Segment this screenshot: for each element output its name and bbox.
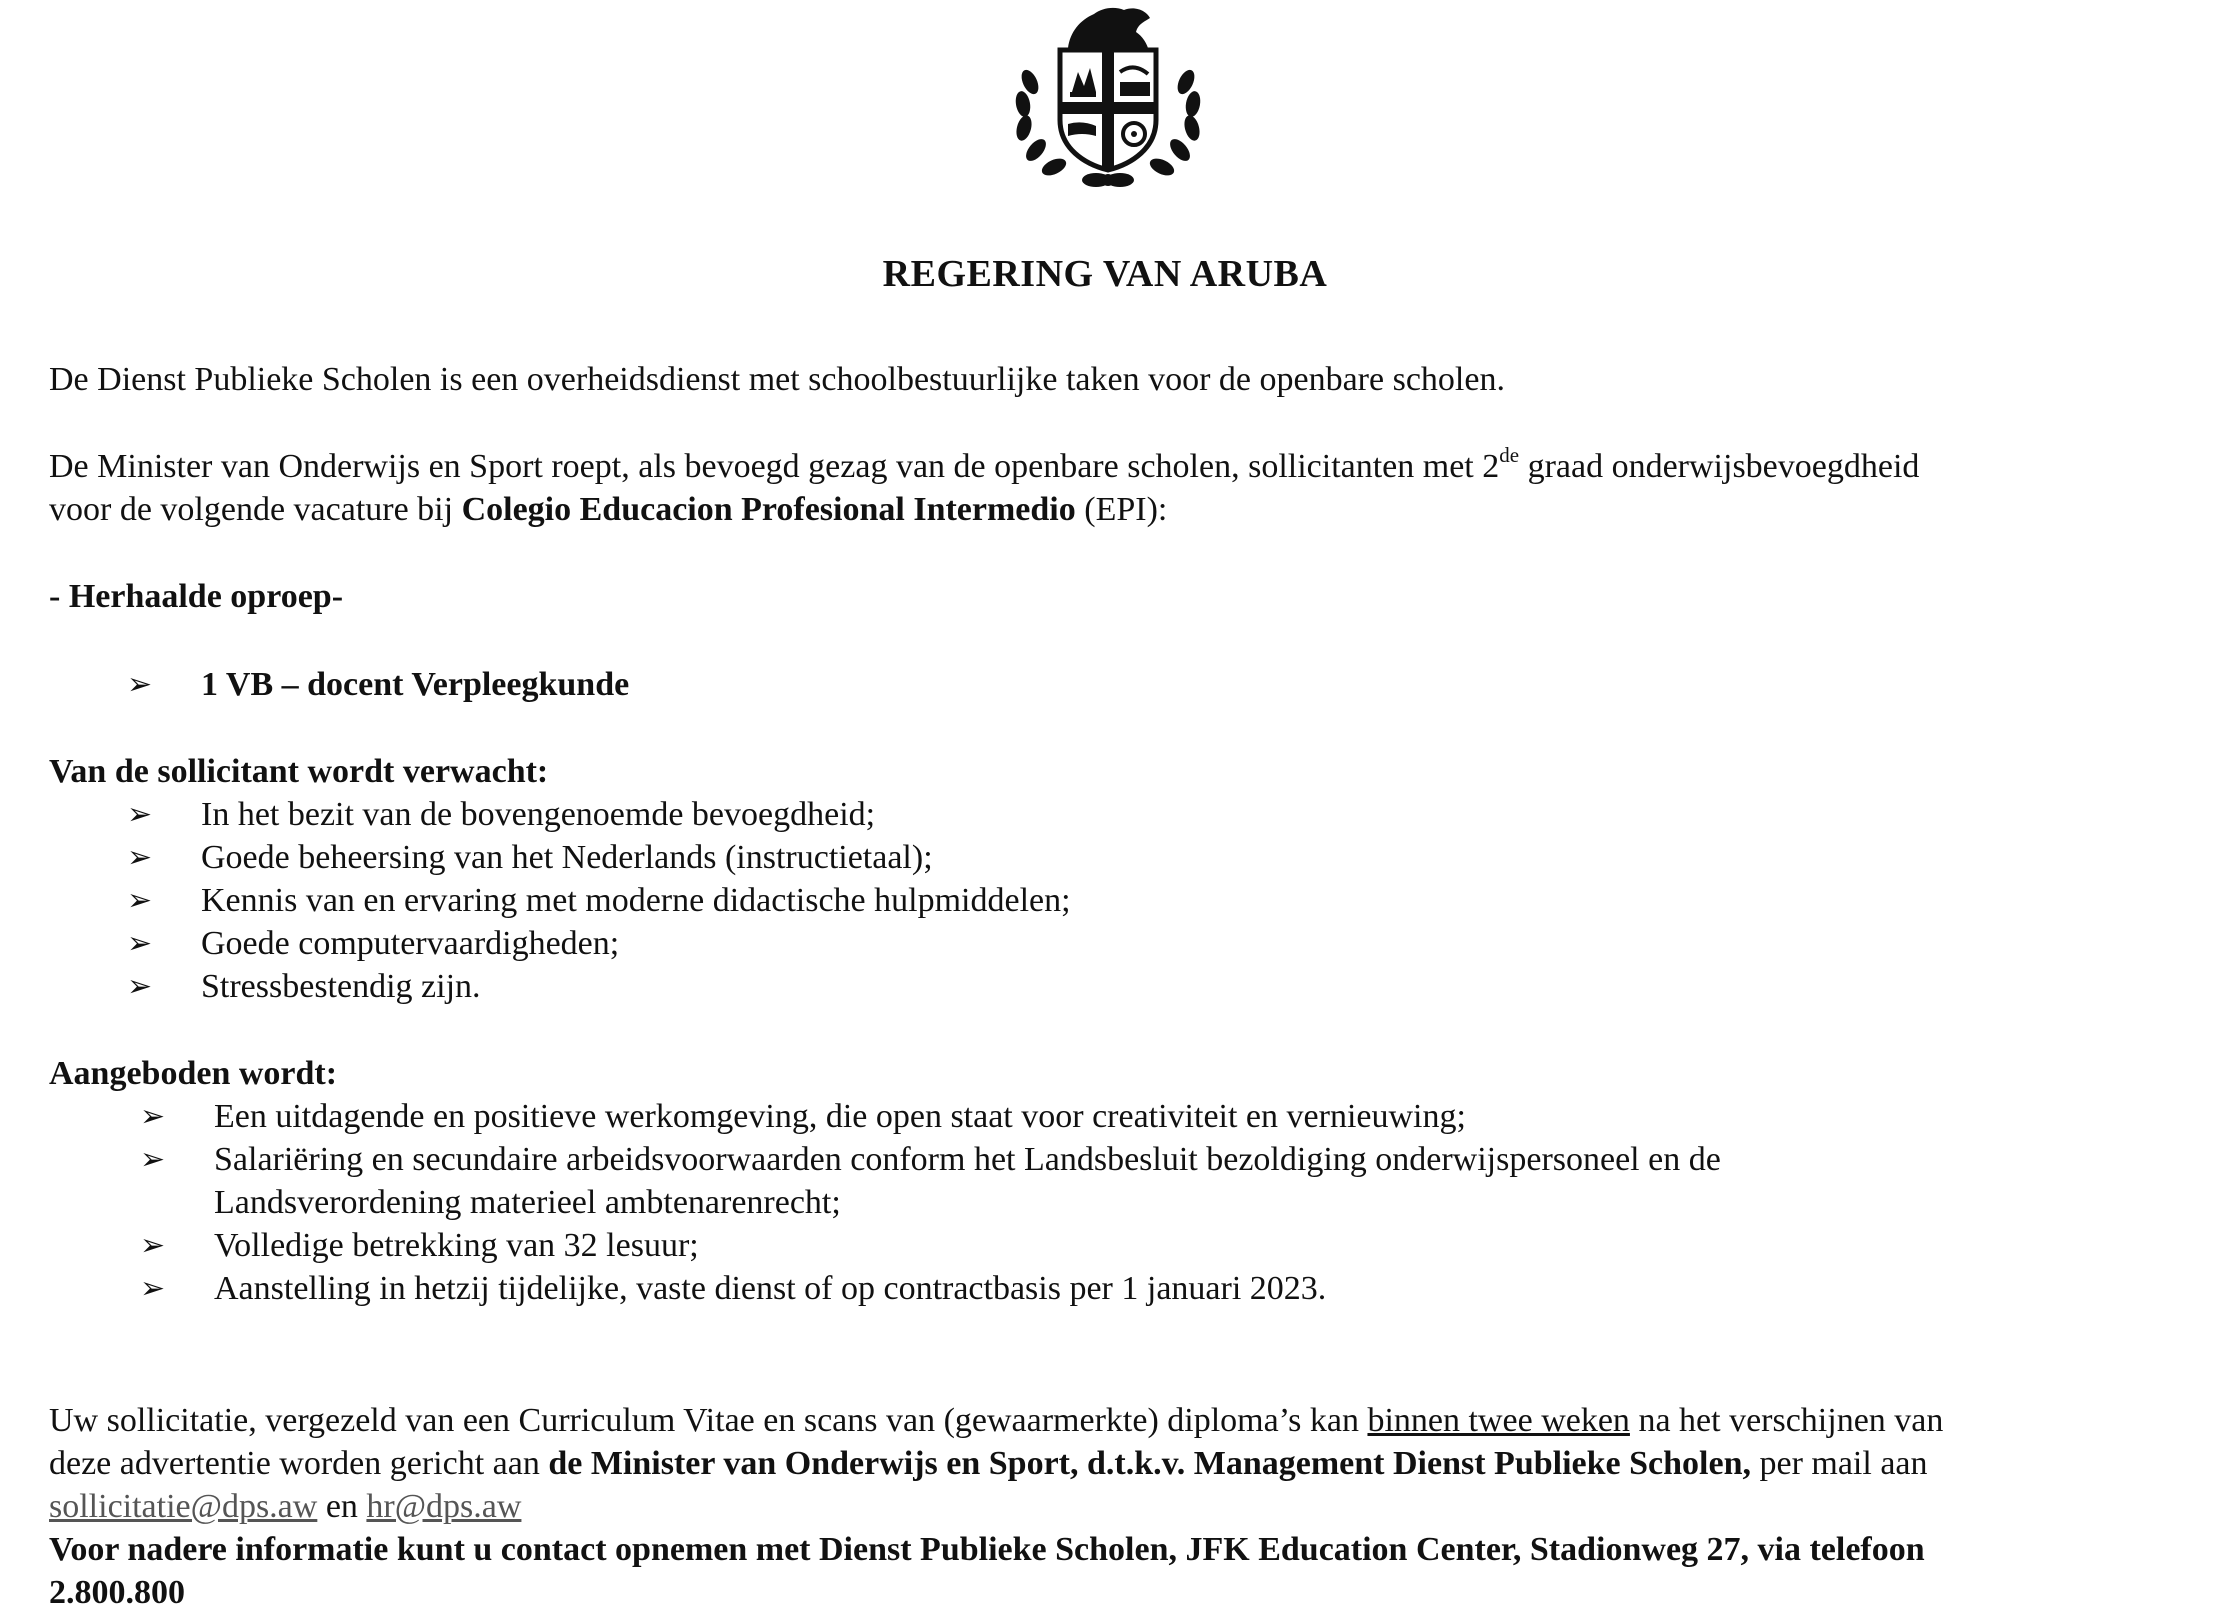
repeat-call-label: - Herhaalde oproep-	[49, 578, 344, 615]
application-text-b: na het verschijnen van	[1629, 1402, 1944, 1439]
recipient-name: de Minister van Onderwijs en Sport, d.t.k.v. Management Dienst Publieke Scholen,	[548, 1445, 1751, 1482]
page-title: REGERING VAN ARUBA	[882, 253, 1328, 295]
intro-call-text-c: voor de volgende vacature bij	[49, 491, 462, 528]
arrow-bullet-icon: ➢	[140, 1271, 166, 1306]
offered-item: Aanstelling in hetzij tijdelijke, vaste dienst of op contractbasis per 1 januari 2023.	[214, 1270, 1327, 1307]
contact-phone: 2.800.800	[49, 1574, 185, 1611]
application-text-a: Uw sollicitatie, vergezeld van een Curriculum Vitae en scans van (gewaarmerkte) diploma’s kan	[49, 1402, 1368, 1439]
offered-item: Salariëring en secundaire arbeidsvoorwaarden conform het Landsbesluit bezoldiging onderwijspersoneel en de	[214, 1141, 1721, 1178]
application-line-2	[49, 1442, 1928, 1485]
expected-item: Kennis van en ervaring met moderne didactische hulpmiddelen;	[201, 882, 1071, 919]
expected-item: Stressbestendig zijn.	[201, 968, 481, 1005]
arrow-bullet-icon: ➢	[127, 797, 153, 832]
email-line	[49, 1485, 521, 1528]
arrow-bullet-icon: ➢	[127, 926, 153, 961]
expected-item: In het bezit van de bovengenoemde bevoegdheid;	[201, 796, 876, 833]
arrow-bullet-icon: ➢	[140, 1228, 166, 1263]
offered-item: Volledige betrekking van 32 lesuur;	[214, 1227, 699, 1264]
school-name: Colegio Educacion Profesional Intermedio	[461, 491, 1076, 528]
intro-call-text-b: graad onderwijsbevoegdheid	[1519, 448, 1920, 485]
application-text-d: per mail aan	[1750, 1445, 1928, 1482]
intro-call-text-a: De Minister van Onderwijs en Sport roept, als bevoegd gezag van de openbare scholen, sollicitanten met 2	[49, 448, 1500, 485]
intro-call-text-d: (EPI):	[1075, 491, 1168, 528]
expected-item: Goede beheersing van het Nederlands (instructietaal);	[201, 839, 933, 876]
expected-item: Goede computervaardigheden;	[201, 925, 620, 962]
offered-item-continuation: Landsverordening materieel ambtenarenrecht;	[214, 1184, 841, 1221]
intro-paragraph: De Dienst Publieke Scholen is een overheidsdienst met schoolbestuurlijke taken voor de openbare scholen.	[49, 361, 1505, 398]
application-line-1	[49, 1399, 1943, 1442]
email-join-text: en	[317, 1488, 358, 1525]
offered-item: Een uitdagende en positieve werkomgeving, die open staat voor creativiteit en vernieuwing;	[214, 1098, 1466, 1135]
deadline-text: binnen twee weken	[1367, 1402, 1630, 1439]
arrow-bullet-icon: ➢	[140, 1099, 166, 1134]
email-link-hr[interactable]: hr@dps.aw	[366, 1488, 522, 1525]
ordinal-superscript: de	[1499, 443, 1520, 467]
contact-info-line-1: Voor nadere informatie kunt u contact opnemen met Dienst Publieke Scholen, JFK Education Center, Stadionweg 27, via telefoon	[49, 1531, 1925, 1568]
arrow-bullet-icon: ➢	[127, 840, 153, 875]
expected-heading: Van de sollicitant wordt verwacht:	[49, 753, 549, 790]
intro-call-line-2	[49, 488, 1167, 531]
arrow-bullet-icon: ➢	[140, 1142, 166, 1177]
application-text-c: deze advertentie worden gericht aan	[49, 1445, 549, 1482]
arrow-bullet-icon: ➢	[127, 667, 153, 702]
arrow-bullet-icon: ➢	[127, 883, 153, 918]
intro-call-line-1	[49, 445, 1919, 488]
email-link-sollicitatie[interactable]: sollicitatie@dps.aw	[49, 1488, 318, 1525]
arrow-bullet-icon: ➢	[127, 969, 153, 1004]
vacancy-title: 1 VB – docent Verpleegkunde	[201, 666, 630, 703]
coat-of-arms-icon	[1008, 2, 1208, 194]
offered-heading: Aangeboden wordt:	[49, 1055, 338, 1092]
